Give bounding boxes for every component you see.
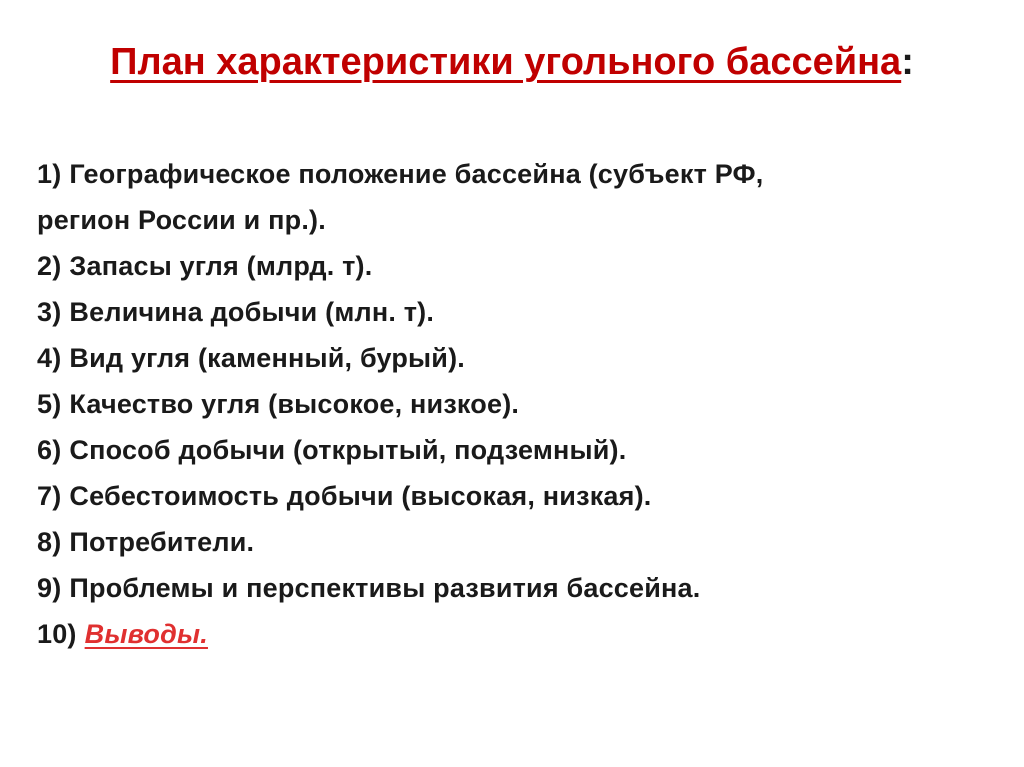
list-item (37, 427, 997, 473)
list-item-text: Себестоимость добычи (высокая, низкая). (69, 481, 652, 511)
list-item-number: 1) (37, 159, 62, 189)
list-item (37, 335, 997, 381)
list-item-number: 2) (37, 251, 62, 281)
list-item-text: Географическое положение бассейна (субъект РФ, (69, 159, 764, 189)
list-item-text: Качество угля (высокое, низкое). (69, 389, 520, 419)
slide-title-text: План характеристики угольного бассейна (110, 41, 902, 83)
list-item-number: 4) (37, 343, 62, 373)
list-item-text: регион России и пр.). (37, 205, 326, 235)
list-item (37, 243, 997, 289)
list-item (37, 197, 997, 243)
list-item (37, 151, 997, 197)
conclusions-highlight: Выводы. (84, 619, 208, 649)
list-item-number: 3) (37, 297, 62, 327)
list-item-number: 8) (37, 527, 62, 557)
list-item (37, 473, 997, 519)
list-item-number: 7) (37, 481, 62, 511)
list-item (37, 381, 997, 427)
list-item (37, 289, 997, 335)
list-item-text: Запасы угля (млрд. т). (69, 251, 373, 281)
list-item-number: 6) (37, 435, 62, 465)
list-item-text: Потребители. (69, 527, 255, 557)
list-item-text: Вид угля (каменный, бурый). (69, 343, 465, 373)
list-item-number: 5) (37, 389, 62, 419)
list-item-text: Способ добычи (открытый, подземный). (69, 435, 627, 465)
list-item (37, 565, 997, 611)
slide-title-colon: : (901, 41, 914, 83)
list-item-text: Величина добычи (млн. т). (69, 297, 435, 327)
list-item-text: Проблемы и перспективы развития бассейна. (69, 573, 701, 603)
slide-title (0, 40, 1024, 86)
list-item (37, 611, 997, 657)
plan-list (37, 151, 997, 657)
list-item-number: 10) (37, 619, 77, 649)
list-item (37, 519, 997, 565)
list-item-number: 9) (37, 573, 62, 603)
